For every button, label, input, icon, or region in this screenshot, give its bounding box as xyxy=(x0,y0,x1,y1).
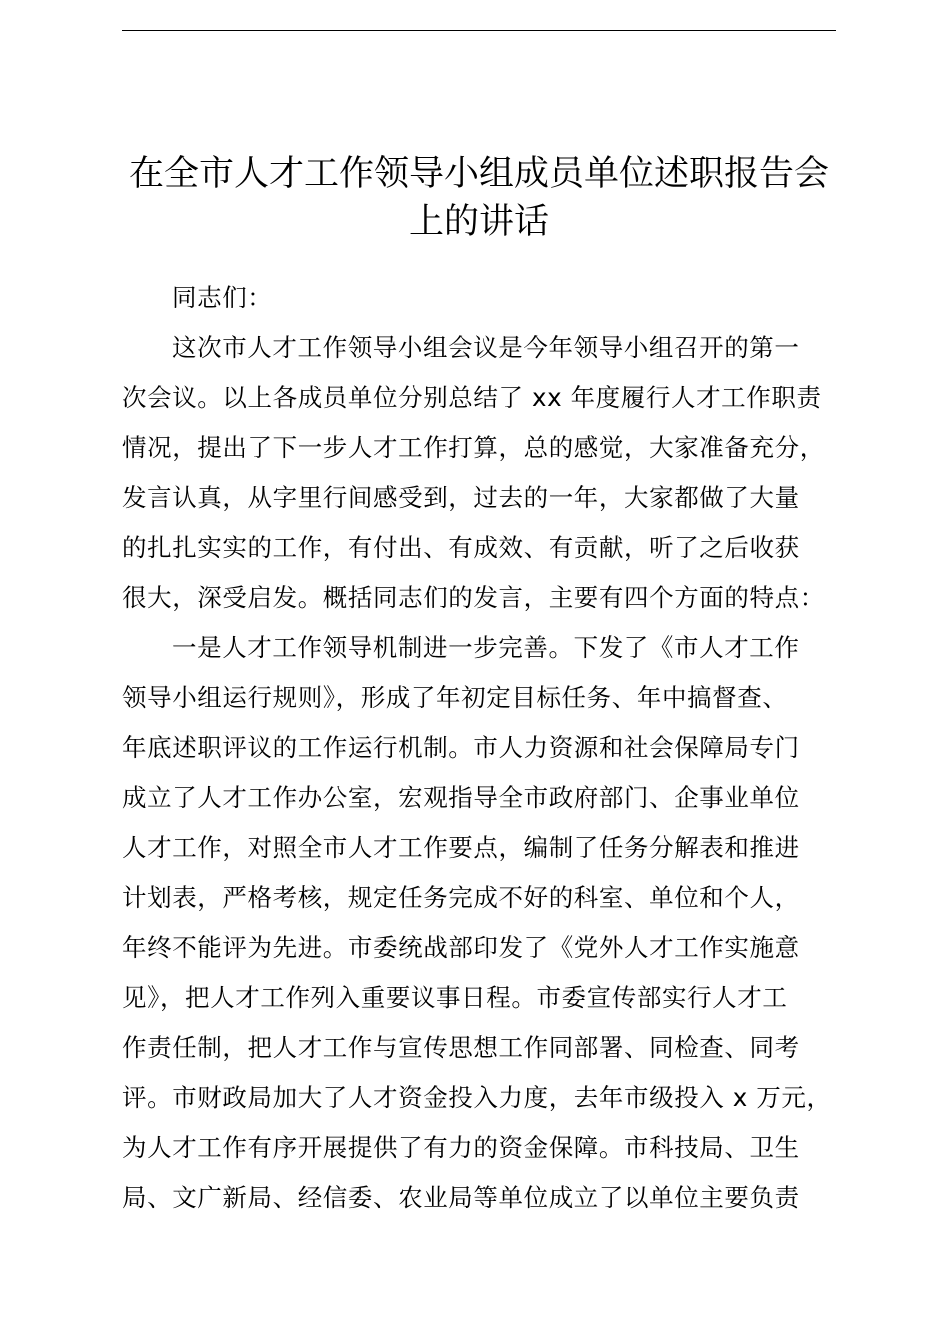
paragraph-2-line: 成立了人才工作办公室，宏观指导全市政府部门、企事业单位 xyxy=(122,783,800,812)
paragraph-1-line: 次会议。以上各成员单位分别总结了 xx 年度履行人才工作职责 xyxy=(122,383,822,412)
paragraph-1-line: 很大，深受启发。概括同志们的发言，主要有四个方面的特点： xyxy=(122,583,825,612)
paragraph-1-line: 情况，提出了下一步人才工作打算，总的感觉，大家准备充分， xyxy=(122,433,825,462)
paragraph-2-line: 年底述职评议的工作运行机制。市人力资源和社会保障局专门 xyxy=(122,733,800,762)
paragraph-2-line: 领导小组运行规则》，形成了年初定目标任务、年中搞督查、 xyxy=(122,683,788,712)
paragraph-1-line: 发言认真，从字里行间感受到，过去的一年，大家都做了大量 xyxy=(122,483,800,512)
paragraph-2-line: 一是人才工作领导机制进一步完善。下发了《市人才工作 xyxy=(172,633,800,662)
paragraph-1-line: 的扎扎实实的工作，有付出、有成效、有贡献，听了之后收获 xyxy=(122,533,800,562)
paragraph-1-line: 这次市人才工作领导小组会议是今年领导小组召开的第一 xyxy=(172,333,800,362)
paragraph-2-line: 年终不能评为先进。市委统战部印发了《党外人才工作实施意 xyxy=(122,933,800,962)
title-line-2: 上的讲话 xyxy=(408,202,549,242)
salutation: 同志们： xyxy=(172,283,273,312)
paragraph-2-line: 计划表，严格考核，规定任务完成不好的科室、单位和个人， xyxy=(122,883,800,912)
paragraph-2-line: 作责任制，把人才工作与宣传思想工作同部署、同检查、同考 xyxy=(122,1033,800,1062)
paragraph-2-line: 评。市财政局加大了人才资金投入力度，去年市级投入 x 万元， xyxy=(122,1083,832,1112)
paragraph-2-line: 局、文广新局、经信委、农业局等单位成立了以单位主要负责 xyxy=(122,1183,800,1212)
document-title xyxy=(100,150,858,246)
paragraph-2-line: 人才工作，对照全市人才工作要点，编制了任务分解表和推进 xyxy=(122,833,800,862)
document-body xyxy=(122,273,862,1223)
title-line-1: 在全市人才工作领导小组成员单位述职报告会 xyxy=(128,154,829,194)
paragraph-2-line: 为人才工作有序开展提供了有力的资金保障。市科技局、卫生 xyxy=(122,1133,800,1162)
header-rule xyxy=(122,30,836,31)
paragraph-2-line: 见》，把人才工作列入重要议事日程。市委宣传部实行人才工 xyxy=(122,983,788,1012)
